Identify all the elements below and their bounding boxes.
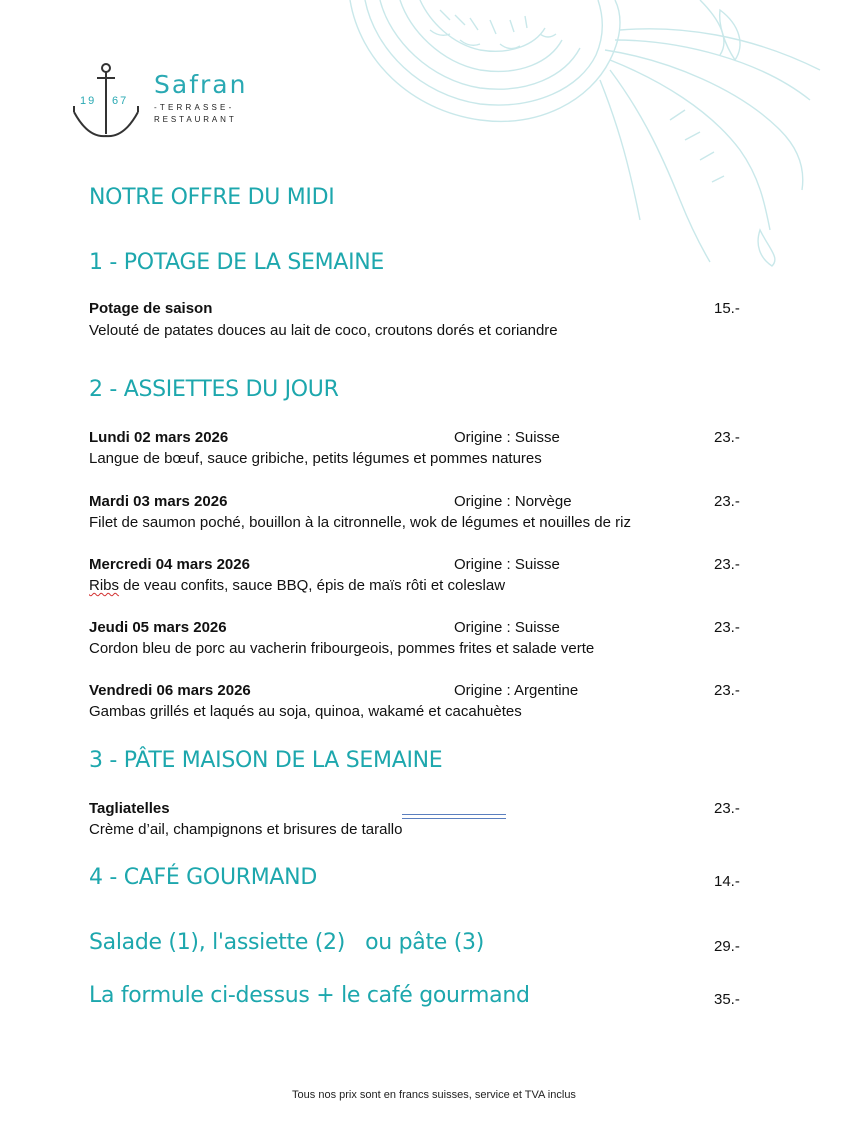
soup-description: Velouté de patates douces au lait de coco, croutons dorés et coriandre [89, 322, 558, 339]
day-title: Lundi 02 mars 2026 [89, 429, 229, 446]
day-description: Cordon bleu de porc au vacherin fribourgeois, pommes frites et salade verte [89, 640, 595, 657]
jellyfish-illustration [340, 0, 840, 270]
day-title: Vendredi 06 mars 2026 [89, 682, 251, 699]
day-price: 23.- [714, 429, 740, 446]
pasta-description: Crème d’ail, champignons et brisures de tarallo [89, 821, 403, 838]
day-title: Mercredi 04 mars 2026 [89, 556, 250, 573]
formula-full-label: La formule ci-dessus + le café gourmand [89, 983, 530, 1008]
pasta-title: Tagliatelles [89, 800, 170, 817]
day-description-rest: de veau confits, sauce BBQ, épis de maïs rôti et coleslaw [119, 577, 506, 594]
logo-year-left: 19 [80, 95, 97, 107]
day-description: Filet de saumon poché, bouillon à la citronnelle, wok de légumes et nouilles de riz [89, 514, 631, 531]
section-daily-plates-heading: 2 - ASSIETTES DU JOUR [89, 377, 339, 402]
soup-title: Potage de saison [89, 300, 213, 317]
coffee-price: 14.- [714, 873, 740, 890]
day-price: 23.- [714, 556, 740, 573]
logo-name: Safran [154, 70, 248, 99]
soup-price: 15.- [714, 300, 740, 317]
formula-full-price: 35.- [714, 991, 740, 1008]
day-title: Mardi 03 mars 2026 [89, 493, 228, 510]
restaurant-logo [70, 60, 280, 142]
prices-footnote: Tous nos prix sont en francs suisses, service et TVA inclus [292, 1089, 576, 1101]
day-origin: Origine : Suisse [454, 429, 560, 446]
day-origin: Origine : Argentine [454, 682, 579, 699]
day-price: 23.- [714, 619, 740, 636]
logo-year-right: 67 [112, 95, 129, 107]
day-origin: Origine : Norvège [454, 493, 572, 510]
pasta-price: 23.- [714, 800, 740, 817]
day-price: 23.- [714, 493, 740, 510]
logo-subtitle-terrasse: -TERRASSE- [154, 103, 235, 112]
spellcheck-word: Ribs [89, 577, 120, 594]
section-coffee-heading: 4 - CAFÉ GOURMAND [89, 865, 317, 890]
day-description: Gambas grillés et laqués au soja, quinoa, wakamé et cacahuètes [89, 703, 522, 720]
day-title: Jeudi 05 mars 2026 [89, 619, 227, 636]
day-price: 23.- [714, 682, 740, 699]
day-description [89, 577, 505, 594]
logo-subtitle-restaurant: RESTAURANT [154, 115, 237, 124]
formula-lunch-price: 29.- [714, 938, 740, 955]
formula-lunch-label: Salade (1), l'assiette (2) ou pâte (3) [89, 930, 484, 955]
section-soup-heading: 1 - POTAGE DE LA SEMAINE [89, 250, 385, 275]
underline-mark [402, 814, 506, 819]
menu-title: NOTRE OFFRE DU MIDI [89, 185, 335, 210]
day-description: Langue de bœuf, sauce gribiche, petits légumes et pommes natures [89, 450, 542, 467]
section-pasta-heading: 3 - PÂTE MAISON DE LA SEMAINE [89, 748, 443, 773]
day-origin: Origine : Suisse [454, 619, 560, 636]
day-origin: Origine : Suisse [454, 556, 560, 573]
